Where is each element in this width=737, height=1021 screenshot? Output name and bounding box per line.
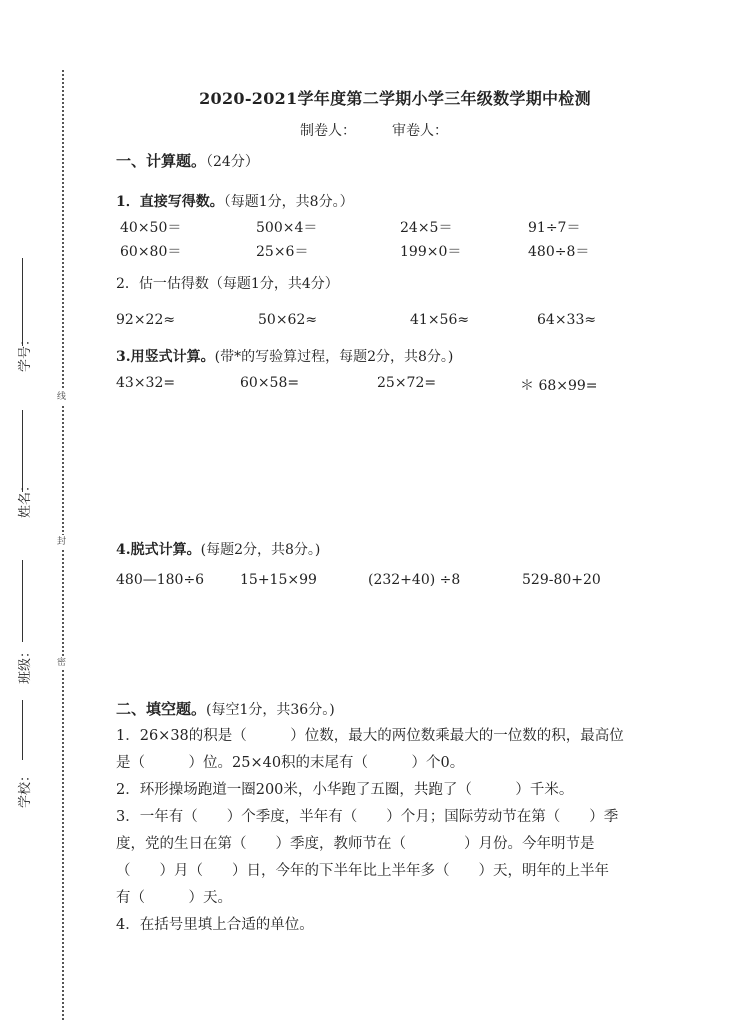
fill-in-questions <box>116 723 676 939</box>
q2-item: 41×56≈ <box>410 312 470 328</box>
q1-heading: 1．直接写得数。（每题1分，共8分。） <box>116 194 354 210</box>
q1-item: 480÷8＝ <box>528 244 590 260</box>
seal-char-seal: 封 <box>57 537 67 547</box>
question-line: 2．环形操场跑道一圈200米，小华跑了五圈，共跑了（ ）千米。 <box>116 782 574 798</box>
q1-item: 199×0＝ <box>400 244 462 260</box>
q4-heading: 4.脱式计算。(每题2分，共8分。) <box>116 542 321 558</box>
q4-item: 480—180÷6 <box>116 572 205 588</box>
q2-item: 50×62≈ <box>258 312 318 328</box>
q4-item: (232+40) ÷8 <box>368 572 461 588</box>
q1-item: 60×80＝ <box>120 244 182 260</box>
q4-item: 15+15×99 <box>240 572 317 588</box>
reviewer-label: 审卷人： <box>392 123 448 139</box>
question-line: 度，党的生日在第（ ）季度，教师节在（ ）月份。今年明节是 <box>116 836 595 852</box>
makers-line <box>300 120 600 140</box>
q1-item: 91÷7＝ <box>528 220 581 236</box>
question-line: 4．在括号里填上合适的单位。 <box>116 917 314 933</box>
q3-item: ＊ 68×99= <box>520 378 598 394</box>
q1-item: 500×4＝ <box>256 220 318 236</box>
q3-item: 60×58= <box>240 375 300 391</box>
q4-item: 529-80+20 <box>522 572 601 588</box>
q3-item: 43×32= <box>116 375 176 391</box>
q1-row-1 <box>0 217 737 239</box>
seal-char-secret: 密 <box>57 658 67 668</box>
name-label: 姓名： <box>18 478 33 518</box>
q2-heading: 2．估一估得数（每题1分，共4分） <box>116 276 339 292</box>
question-line: 有（ ）天。 <box>116 890 232 906</box>
q2-item: 92×22≈ <box>116 312 176 328</box>
exam-title: 2020-2021学年度第二学期小学三年级数学期中检测 <box>199 89 591 108</box>
maker-label: 制卷人： <box>300 123 356 139</box>
q1-row-2 <box>0 241 737 263</box>
q4-row <box>0 572 737 594</box>
school-underline <box>22 700 23 760</box>
school-label: 学校： <box>18 768 33 808</box>
question-line: 是（ ）位。25×40积的末尾有（ ）个0。 <box>116 755 465 771</box>
student-id-label: 学号： <box>18 332 33 372</box>
q1-item: 25×6＝ <box>256 244 309 260</box>
q3-row <box>0 375 737 397</box>
q3-heading: 3.用竖式计算。(带*的写验算过程，每题2分，共8分。) <box>116 349 454 365</box>
section1-heading: 一、计算题。（24分） <box>116 152 259 170</box>
seal-char-line: 线 <box>57 392 67 402</box>
section2-heading: 二、填空题。(每空1分，共36分。) <box>116 700 335 718</box>
question-line: 3．一年有（ ）个季度，半年有（ ）个月；国际劳动节在第（ ）季 <box>116 809 619 825</box>
q3-item: 25×72= <box>377 375 437 391</box>
question-line: （ ）月（ ）日，今年的下半年比上半年多（ ）天，明年的上半年 <box>116 863 609 879</box>
q2-item: 64×33≈ <box>537 312 597 328</box>
q2-row <box>0 312 737 334</box>
q1-item: 24×5＝ <box>400 220 453 236</box>
class-label: 班级： <box>18 644 33 684</box>
question-line: 1．26×38的积是（ ）位数，最大的两位数乘最大的一位数的积，最高位 <box>116 728 624 744</box>
q1-item: 40×50＝ <box>120 220 182 236</box>
